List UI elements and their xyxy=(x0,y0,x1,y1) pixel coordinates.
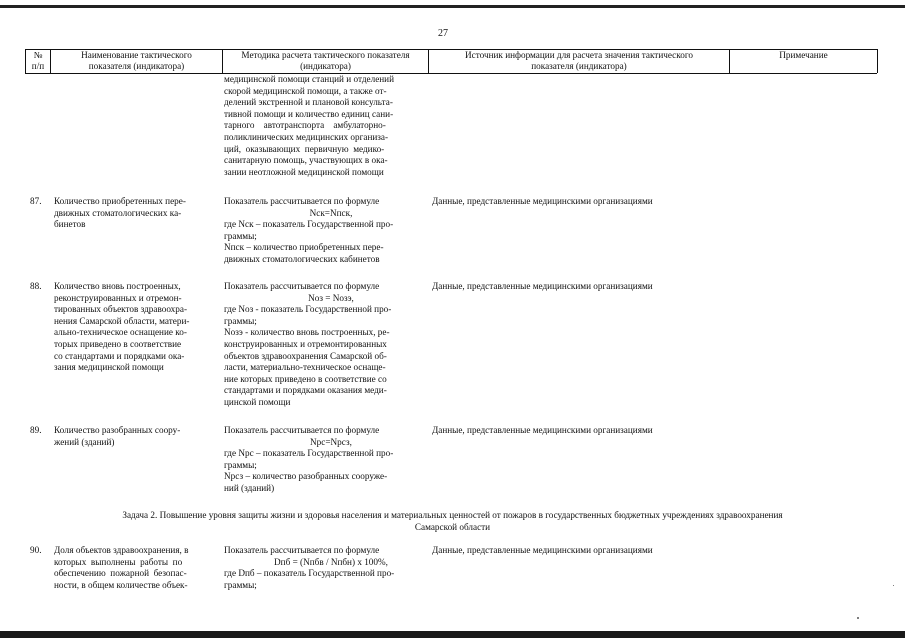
row-90-method: Показатель рассчитывается по формуле Dпб = (Nпбв / Nпбн) х 100%, где Dпб – показатель Государственной про- граммы; xyxy=(224,545,395,590)
row-87-name: Количество приобретенных пере- движных стоматологических ка- бинетов xyxy=(54,196,186,230)
header-col-number: № п/п xyxy=(31,50,45,71)
row-90-name: Доля объектов здравоохранения, в которых выполнены работы по обеспечению пожарной безопас- ности, в общем количестве объек- xyxy=(54,545,189,590)
scan-speck xyxy=(857,617,859,619)
row-87-source: Данные, представленные медицинскими организациями xyxy=(432,196,653,206)
row-88-name: Количество вновь построенных, реконструированных и отремон- тированных объектов здравоохра- нения Самарской области, матери- ально-техническое оснащение ко- торых приведено в соответствие со стандартами и порядками ока- зания медицинской помощи xyxy=(54,281,190,373)
row-89-source: Данные, представленные медицинскими организациями xyxy=(432,425,653,435)
header-col-divider xyxy=(877,49,878,73)
header-col-source: Источник информации для расчета значения тактического показателя (индикатора) xyxy=(465,50,693,71)
table-header-bottom-border xyxy=(25,73,877,74)
row-89-method: Показатель рассчитывается по формуле Nрс=Nрсз, где Nрс – показатель Государственной про- граммы; Nрсз – количество разобранных сооруже- ний (зданий) xyxy=(224,425,394,493)
continuation-method-text: медицинской помощи станций и отделений скорой медицинской помощи, а также от- делений экстренной и плановой консульта- тивной помощи и количество единиц сани- тарного автотранспорта амбулаторно- поликлинических медицинских организа- ций, оказывающих первичную медико- санитарную помощь, участвующих в ока- зании неотложной медицинской помощи xyxy=(224,74,395,177)
row-88-source: Данные, представленные медицинскими организациями xyxy=(432,281,653,291)
row-90-source: Данные, представленные медицинскими организациями xyxy=(432,545,653,555)
scan-border-top xyxy=(0,5,905,8)
row-87-number: 87. xyxy=(30,196,42,206)
row-88-number: 88. xyxy=(30,281,42,291)
row-88-method: Показатель рассчитывается по формуле Nоз = Nозэ, где Nоз - показатель Государственной про- граммы; Nозэ - количество вновь построенных, ре- конструированных и отремонтированных объектов здравоохранения Самарской об- ласти, материально-техническое оснаще- ние которых приведено в соответствие со стандартами и порядками оказания меди- цинской помощи xyxy=(224,281,392,407)
scan-border-bottom xyxy=(0,631,905,638)
header-col-method: Методика расчета тактического показателя (индикатора) xyxy=(241,50,410,71)
row-87-method: Показатель рассчитывается по формуле Nск=Nпск, где Nск – показатель Государственной про- граммы; Nпск – количество приобретенных пере- движных стоматологических кабинетов xyxy=(224,196,394,264)
row-89-name: Количество разобранных соору- жений (зданий) xyxy=(54,425,181,447)
header-col-note: Примечание xyxy=(779,50,828,60)
row-90-number: 90. xyxy=(30,545,42,555)
header-col-name: Наименование тактического показателя (индикатора) xyxy=(81,50,192,71)
page-number: 27 xyxy=(438,28,448,39)
row-89-number: 89. xyxy=(30,425,42,435)
task-heading: Задача 2. Повышение уровня защиты жизни и здоровья населения и материальных ценностей от пожаров в государственных бюджетных учреждениях здравоохранения Самарской области xyxy=(122,510,783,532)
scan-speck xyxy=(893,585,894,586)
